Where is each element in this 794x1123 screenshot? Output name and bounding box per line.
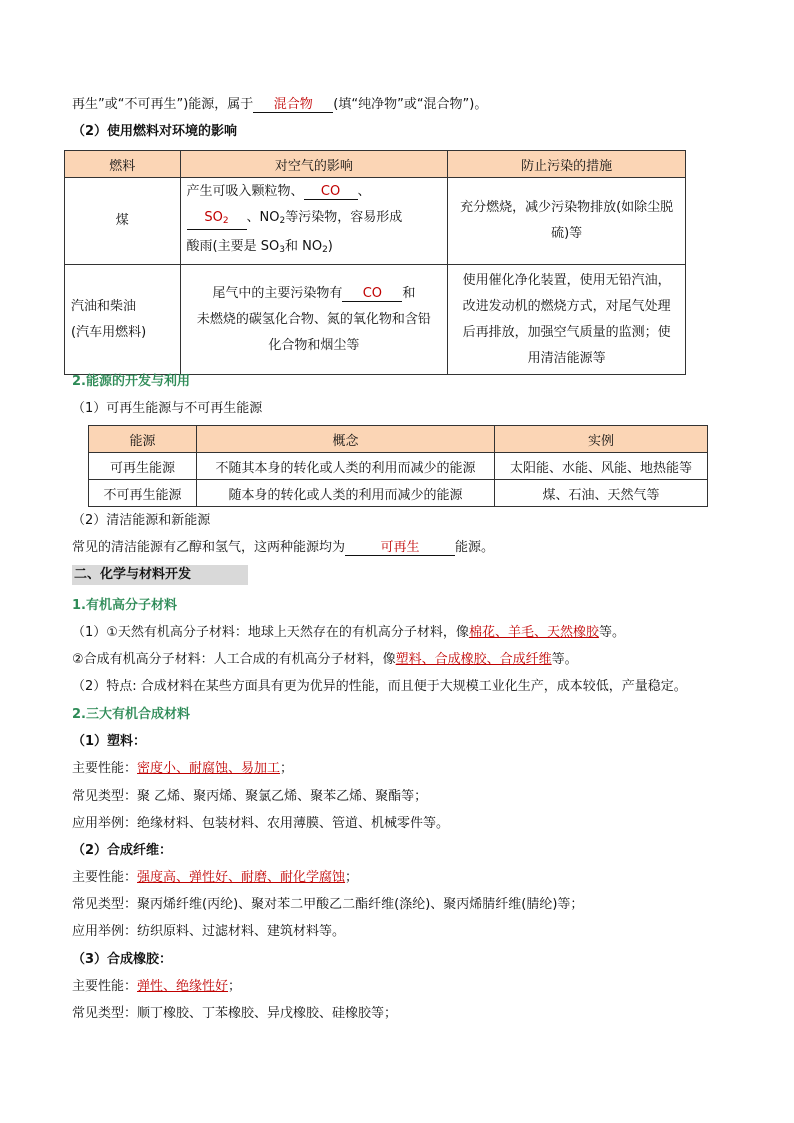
text: 主要性能： [72,761,138,776]
plastic-types: 常见类型：聚 乙烯、聚丙烯、聚氯乙烯、聚苯乙烯、聚酯等； [72,789,428,804]
intro-text-2: (填“纯净物”或“混合物”)。 [333,97,488,112]
table-header: 对空气的影响 [180,151,448,178]
measure-cell: 充分燃烧，减少污染物排放(如除尘脱硫)等 [448,178,686,265]
answer-text: CO [320,184,341,199]
rubber-properties [72,978,241,996]
table-header: 实例 [494,426,707,453]
answer-text: 塑料、合成橡胶、合成纤维 [395,652,552,667]
text: ②合成有机高分子材料：人工合成的有机高分子材料，像 [72,652,396,667]
natural-polymer-line [72,624,625,642]
answer-text: 弹性、绝缘性好 [137,979,229,994]
section-title: 二、化学与材料开发 [72,565,248,585]
fuel-line: (汽车用燃料) [71,324,147,340]
impact-line [187,179,447,205]
fuel-impact-table [64,150,686,375]
synthetic-materials-heading: 2.三大有机合成材料 [72,707,190,722]
impact-line: 未燃烧的碳氢化合物、氮的氧化物和含铅 [196,311,431,327]
env-heading: （2）使用燃料对环境的影响 [72,124,238,139]
answer-text: 混合物 [273,97,313,112]
table-header: 防止污染的措施 [448,151,686,178]
fiber-uses: 应用举例：纺织原料、过滤材料、建筑材料等。 [72,924,346,939]
impact-line [182,281,447,307]
table-cell: 太阳能、水能、风能、地热能等 [494,453,707,480]
measure-cell [448,265,686,375]
table-header: 概念 [197,426,495,453]
text: 和 [402,285,416,301]
text: 等污染物，容易形成 [285,210,403,225]
text: ； [345,870,359,885]
table-cell: 可再生能源 [89,453,197,480]
materials-heading: 1.有机高分子材料 [72,598,177,613]
answer-blank [304,184,358,200]
text: 能源。 [455,540,495,555]
text: 产生可吸入颗粒物、 [186,184,304,199]
table-cell: 随本身的转化或人类的利用而减少的能源 [197,480,495,507]
fuel-line: 汽油和柴油 [71,298,137,314]
features-line: （2）特点: 合成材料在某些方面具有更为优异的性能，而且便于大规模工业化生产，成本较低，产量稳定。 [72,679,687,694]
table-header: 燃料 [65,151,181,178]
answer-text: 强度高、弹性好、耐磨、耐化学腐蚀 [137,870,346,885]
energy-subheading: （1）可再生能源与不可再生能源 [72,401,263,416]
table-cell: 不可再生能源 [89,480,197,507]
answer-blank [253,97,333,113]
text: 、 [357,184,371,199]
plastic-properties [72,760,293,778]
text: 尾气中的主要污染物有 [212,285,343,301]
text: 、NO [246,210,280,225]
text: ； [280,761,294,776]
text: 和 NO [284,239,323,254]
synthetic-polymer-line [72,651,578,669]
measure-line: 使用催化净化装置，使用无铅汽油， [462,272,671,288]
subscript: 2 [322,245,328,255]
text: 等。 [551,652,578,667]
text: ； [228,979,242,994]
text: ) [327,239,333,254]
answer-text: 棉花、羊毛、天然橡胶 [468,625,599,640]
answer-text: 密度小、耐腐蚀、易加工 [137,761,281,776]
table-cell: 煤、石油、天然气等 [494,480,707,507]
measure-line: 用清洁能源等 [527,350,606,366]
intro-line [72,96,487,114]
impact-line: 化合物和烟尘等 [268,337,360,353]
answer-text: SO [204,210,223,225]
energy-heading: 2.能源的开发与利用 [72,374,190,389]
text: 酸雨(主要是 SO [186,239,280,254]
impact-cell [180,265,448,375]
text: 主要性能： [72,870,138,885]
answer-text: CO [362,285,383,301]
answer-blank [345,540,455,556]
subscript: 2 [279,216,286,226]
answer-text: 可再生 [380,540,420,555]
text: 等。 [598,625,625,640]
answer-blank [342,286,402,302]
fiber-title: （2）合成纤维： [72,843,173,858]
subscript: 3 [279,245,285,255]
text: 常见的清洁能源有乙醇和氢气，这两种能源均为 [72,540,346,555]
clean-energy-line [72,539,494,557]
fuel-cell [65,265,181,375]
table-row [89,453,708,480]
table-row [89,480,708,507]
impact-line [187,205,447,234]
fiber-properties [72,869,358,887]
text: 主要性能： [72,979,138,994]
fuel-cell: 煤 [65,178,181,265]
table-cell: 不随其本身的转化或人类的利用而减少的能源 [197,453,495,480]
plastic-uses: 应用举例：绝缘材料、包装材料、农用薄膜、管道、机械零件等。 [72,816,450,831]
answer-blank [187,210,247,230]
text: （1）①天然有机高分子材料：地球上天然存在的有机高分子材料，像 [72,625,469,640]
rubber-title: （3）合成橡胶： [72,952,173,967]
subscript: 2 [222,216,229,226]
plastic-title: （1）塑料： [72,734,147,749]
table-header: 能源 [89,426,197,453]
fiber-types: 常见类型：聚丙烯纤维(丙纶)、聚对苯二甲酸乙二酯纤维(涤纶)、聚丙烯腈纤维(腈纶)等； [72,897,584,912]
impact-line [187,234,447,263]
measure-line: 改进发动机的燃烧方式，对尾气处理 [462,298,671,314]
clean-energy-subheading: （2）清洁能源和新能源 [72,513,211,528]
measure-line: 后再排放，加强空气质量的监测；使 [462,324,671,340]
impact-cell [180,178,448,265]
energy-table [88,425,708,507]
intro-text: 再生”或“不可再生”)能源，属于 [72,97,254,112]
rubber-types: 常见类型：顺丁橡胶、丁苯橡胶、异戊橡胶、硅橡胶等； [72,1006,398,1021]
